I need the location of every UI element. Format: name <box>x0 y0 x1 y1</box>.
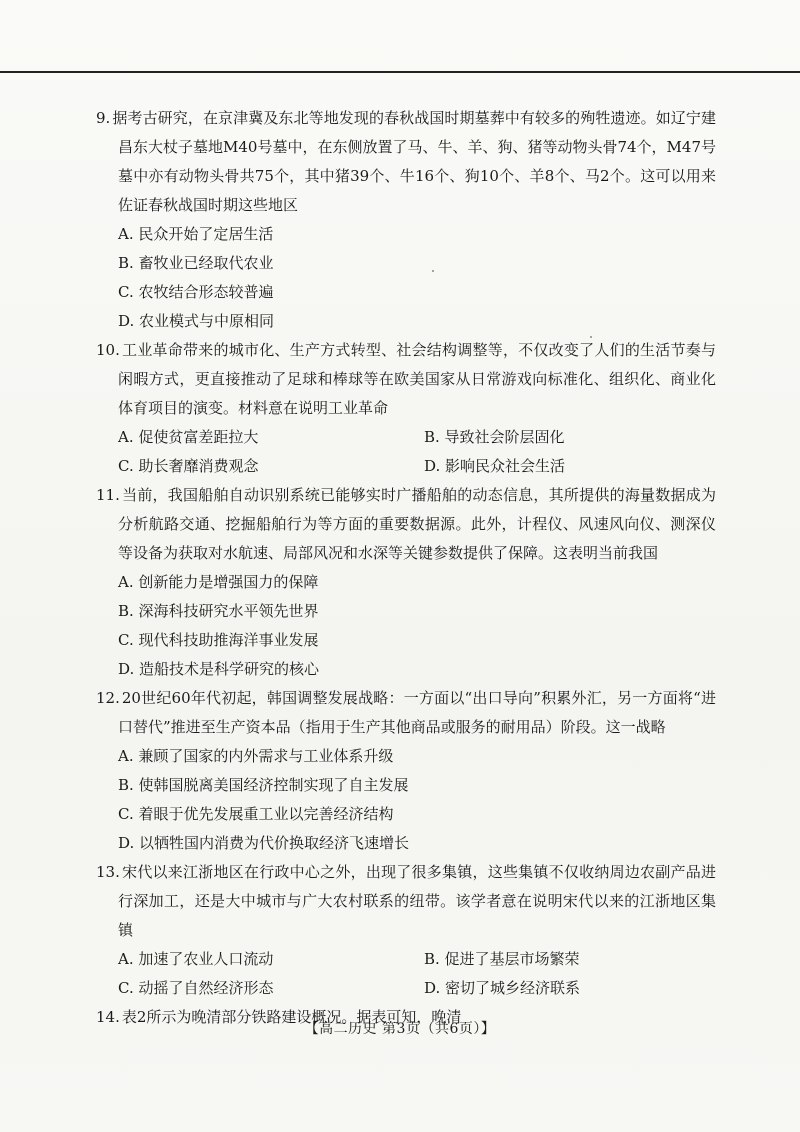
question-number: 12. <box>96 689 120 707</box>
question-10 <box>96 336 716 481</box>
option-a: A. 民众开始了定居生活 <box>118 225 274 243</box>
option-list <box>96 945 716 1003</box>
option-b: B. 导致社会阶层固化 <box>424 428 565 446</box>
page-footer: 【高二历史 第3页（共6页）】 <box>304 1021 496 1037</box>
option-c: C. 助长奢靡消费观念 <box>118 457 259 475</box>
option-c: C. 农牧结合形态较普遍 <box>118 283 274 301</box>
question-13 <box>96 858 716 1003</box>
question-stem: 宋代以来江浙地区在行政中心之外，出现了很多集镇，这些集镇不仅收纳周边农副产品进行深加工，还是大中城市与广大农村联系的纽带。该学者意在说明宋代以来的江浙地区集镇 <box>118 863 716 939</box>
question-stem: 据考古研究，在京津冀及东北等地发现的春秋战国时期墓葬中有较多的殉牲遗迹。如辽宁建昌东大杖子墓地M40号墓中，在东侧放置了马、牛、羊、狗、猪等动物头骨74个，M47号墓中亦有动物头骨共75个，其中猪39个、牛16个、狗10个、羊8个、马2个。这可以用来佐证春秋战国时期这些地区 <box>112 109 716 214</box>
option-c: C. 动摇了自然经济形态 <box>118 979 274 997</box>
option-b: B. 使韩国脱离美国经济控制实现了自主发展 <box>118 776 409 794</box>
question-stem: 当前，我国船舶自动识别系统已能够实时广播船舶的动态信息，其所提供的海量数据成为分析航路交通、挖掘船舶行为等方面的重要数据源。此外，计程仪、风速风向仪、测深仪等设备为获取对水航速、局部风况和水深等关键参数提供了保障。这表明当前我国 <box>118 486 716 562</box>
option-list <box>96 568 716 684</box>
header-rule <box>0 71 800 73</box>
option-d: D. 农业模式与中原相同 <box>118 312 275 330</box>
question-12 <box>96 684 716 858</box>
question-number: 10. <box>96 341 120 359</box>
question-stem: 工业革命带来的城市化、生产方式转型、社会结构调整等，不仅改变了人们的生活节奏与闲暇方式，更直接推动了足球和棒球等在欧美国家从日常游戏向标准化、组织化、商业化体育项目的演变。材料意在说明工业革命 <box>118 341 716 417</box>
option-d: D. 以牺牲国内消费为代价换取经济飞速增长 <box>118 834 410 852</box>
option-c: C. 着眼于优先发展重工业以完善经济结构 <box>118 805 394 823</box>
option-list <box>96 742 716 858</box>
option-b: B. 深海科技研究水平领先世界 <box>118 602 319 620</box>
option-b: B. 畜牧业已经取代农业 <box>118 254 274 272</box>
scan-speck <box>590 336 592 338</box>
question-stem: 20世纪60年代初起，韩国调整发展战略：一方面以“出口导向”积累外汇，另一方面将“进口替代”推进至生产资本品（指用于生产其他商品或服务的耐用品）阶段。这一战略 <box>118 689 716 736</box>
option-a: A. 创新能力是增强国力的保障 <box>118 573 319 591</box>
option-a: A. 促使贫富差距拉大 <box>118 428 259 446</box>
option-d: D. 影响民众社会生活 <box>424 457 566 475</box>
question-11 <box>96 481 716 684</box>
option-d: D. 密切了城乡经济联系 <box>424 979 581 997</box>
question-stem: 表2所示为晚清部分铁路建设概况。据表可知，晚清 <box>121 1008 462 1026</box>
option-a: A. 兼顾了国家的内外需求与工业体系升级 <box>118 747 394 765</box>
question-9 <box>96 104 716 336</box>
option-b: B. 促进了基层市场繁荣 <box>424 950 580 968</box>
question-number: 13. <box>96 863 120 881</box>
question-number: 11. <box>96 486 120 504</box>
question-number: 14. <box>96 1008 120 1026</box>
option-list <box>96 423 716 481</box>
option-d: D. 造船技术是科学研究的核心 <box>118 660 320 678</box>
option-list <box>96 220 716 336</box>
option-a: A. 加速了农业人口流动 <box>118 950 274 968</box>
scan-speck <box>432 270 434 272</box>
question-list <box>96 104 716 1032</box>
question-number: 9. <box>96 109 111 127</box>
option-c: C. 现代科技助推海洋事业发展 <box>118 631 319 649</box>
